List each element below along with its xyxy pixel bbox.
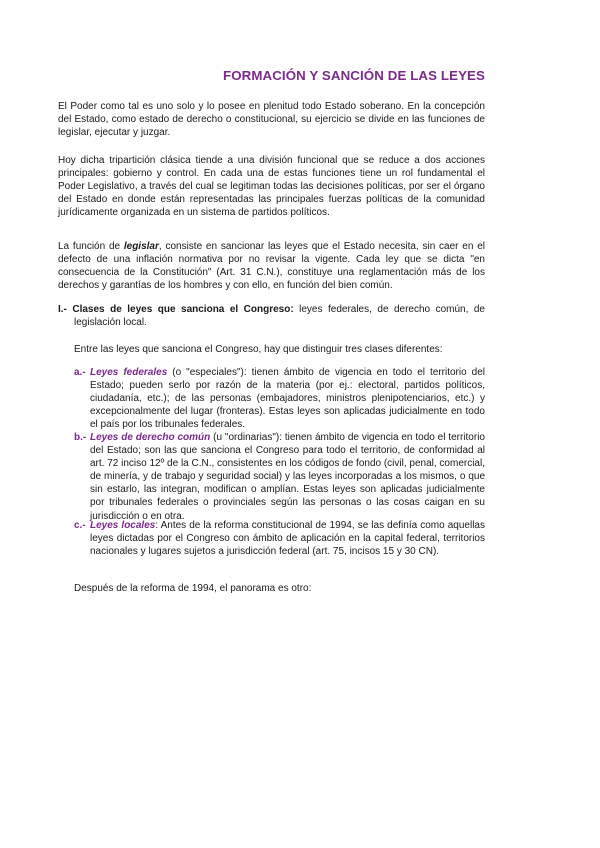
paragraph-poder: El Poder como tal es uno solo y lo posee en plenitud todo Estado soberano. En la concepción del Estado, como estado de derecho o constitucional, su ejercicio se divide en las funciones de legislar, ejecutar y juzgar. [58,101,485,139]
item-name: Leyes federales [90,367,168,378]
item-text: : Antes de la reforma constitucional de 1994, se las definía como aquellas leyes dictadas por el Congreso con ámbito de aplicación en la capital federal, territorios nacionales y lugares sujetos a jurisdicción federal (art. 75, incisos 15 y 30 CN). [90,520,485,558]
paragraph-legislar [58,240,485,292]
legislar-before: La función de [58,241,124,252]
list-item-leyes-derecho-comun [90,431,485,523]
item-label: a.- [74,367,86,378]
section-heading-rest: leyes federales, de derecho común, de legislación local. [74,304,485,329]
section-closing: Después de la reforma de 1994, el panorama es otro: [74,583,312,594]
item-name: Leyes locales [90,520,156,531]
paragraph-triparticion: Hoy dicha tripartición clásica tiende a una división funcional que se reduce a dos acciones principales: gobierno y control. En cada una de estas funciones tiene un rol fundamental el Poder Legislativo, a través del cual se legitiman todas las decisiones políticas, por ser el órgano del Estado en donde están representadas las principales fuerzas políticas de la comunidad jurídicamente organizada en un sistema de partidos políticos. [58,155,485,219]
legislar-after: , consiste en sancionar las leyes que el Estado necesita, sin caer en el defecto de una inflación normativa por no revisar la vigente. Cada ley que se dicta "en consecuencia de la Constitución" (Art. 31 C.N.), constituye una reglamentación más de los derechos y garantías de los hombres y con ello, en función del bien común. [58,241,485,292]
section-intro: Entre las leyes que sanciona el Congreso, hay que distinguir tres clases diferentes: [74,344,443,355]
item-name: Leyes de derecho común [90,432,211,443]
legislar-emphasis: legislar [123,241,159,252]
list-item-leyes-federales [90,366,485,431]
page-title: FORMACIÓN Y SANCIÓN DE LAS LEYES [222,68,485,83]
item-text: (o "especiales"): tienen ámbito de vigencia en todo el territorio del Estado; pueden serlo por razón de la materia (por ej.: electoral, partidos políticos, ciudadanía, etc.); de las personas (embajadores, ministros plenipotenciarios, etc.) y excepcionalmente del lugar (fronteras). Estas leyes son aplicadas judicialmente en todo el país por los tribunales federales. [90,367,485,431]
section-heading [58,303,485,329]
item-label: c.- [74,520,86,531]
item-text: (u "ordinarias"): tienen ámbito de vigencia en todo el territorio del Estado; son las que sanciona el Congreso para todo el territorio, de conformidad al art. 72 inciso 12º de la C.N., consistentes en los códigos de fondo (civil, penal, comercial, de minería, y de trabajo y seguridad social) y las leyes incorporadas a los mismos, o que sin estarlo, las integran, modifican o amplían. Estas leyes son aplicadas judicialmente por tribunales federales o provinciales según las personas o las cosas caigan en su jurisdicción o en otra. [90,432,485,522]
list-item-leyes-locales [90,519,485,558]
section-heading-bold: I.- Clases de leyes que sanciona el Congreso: [58,304,294,315]
item-label: b.- [74,432,87,443]
